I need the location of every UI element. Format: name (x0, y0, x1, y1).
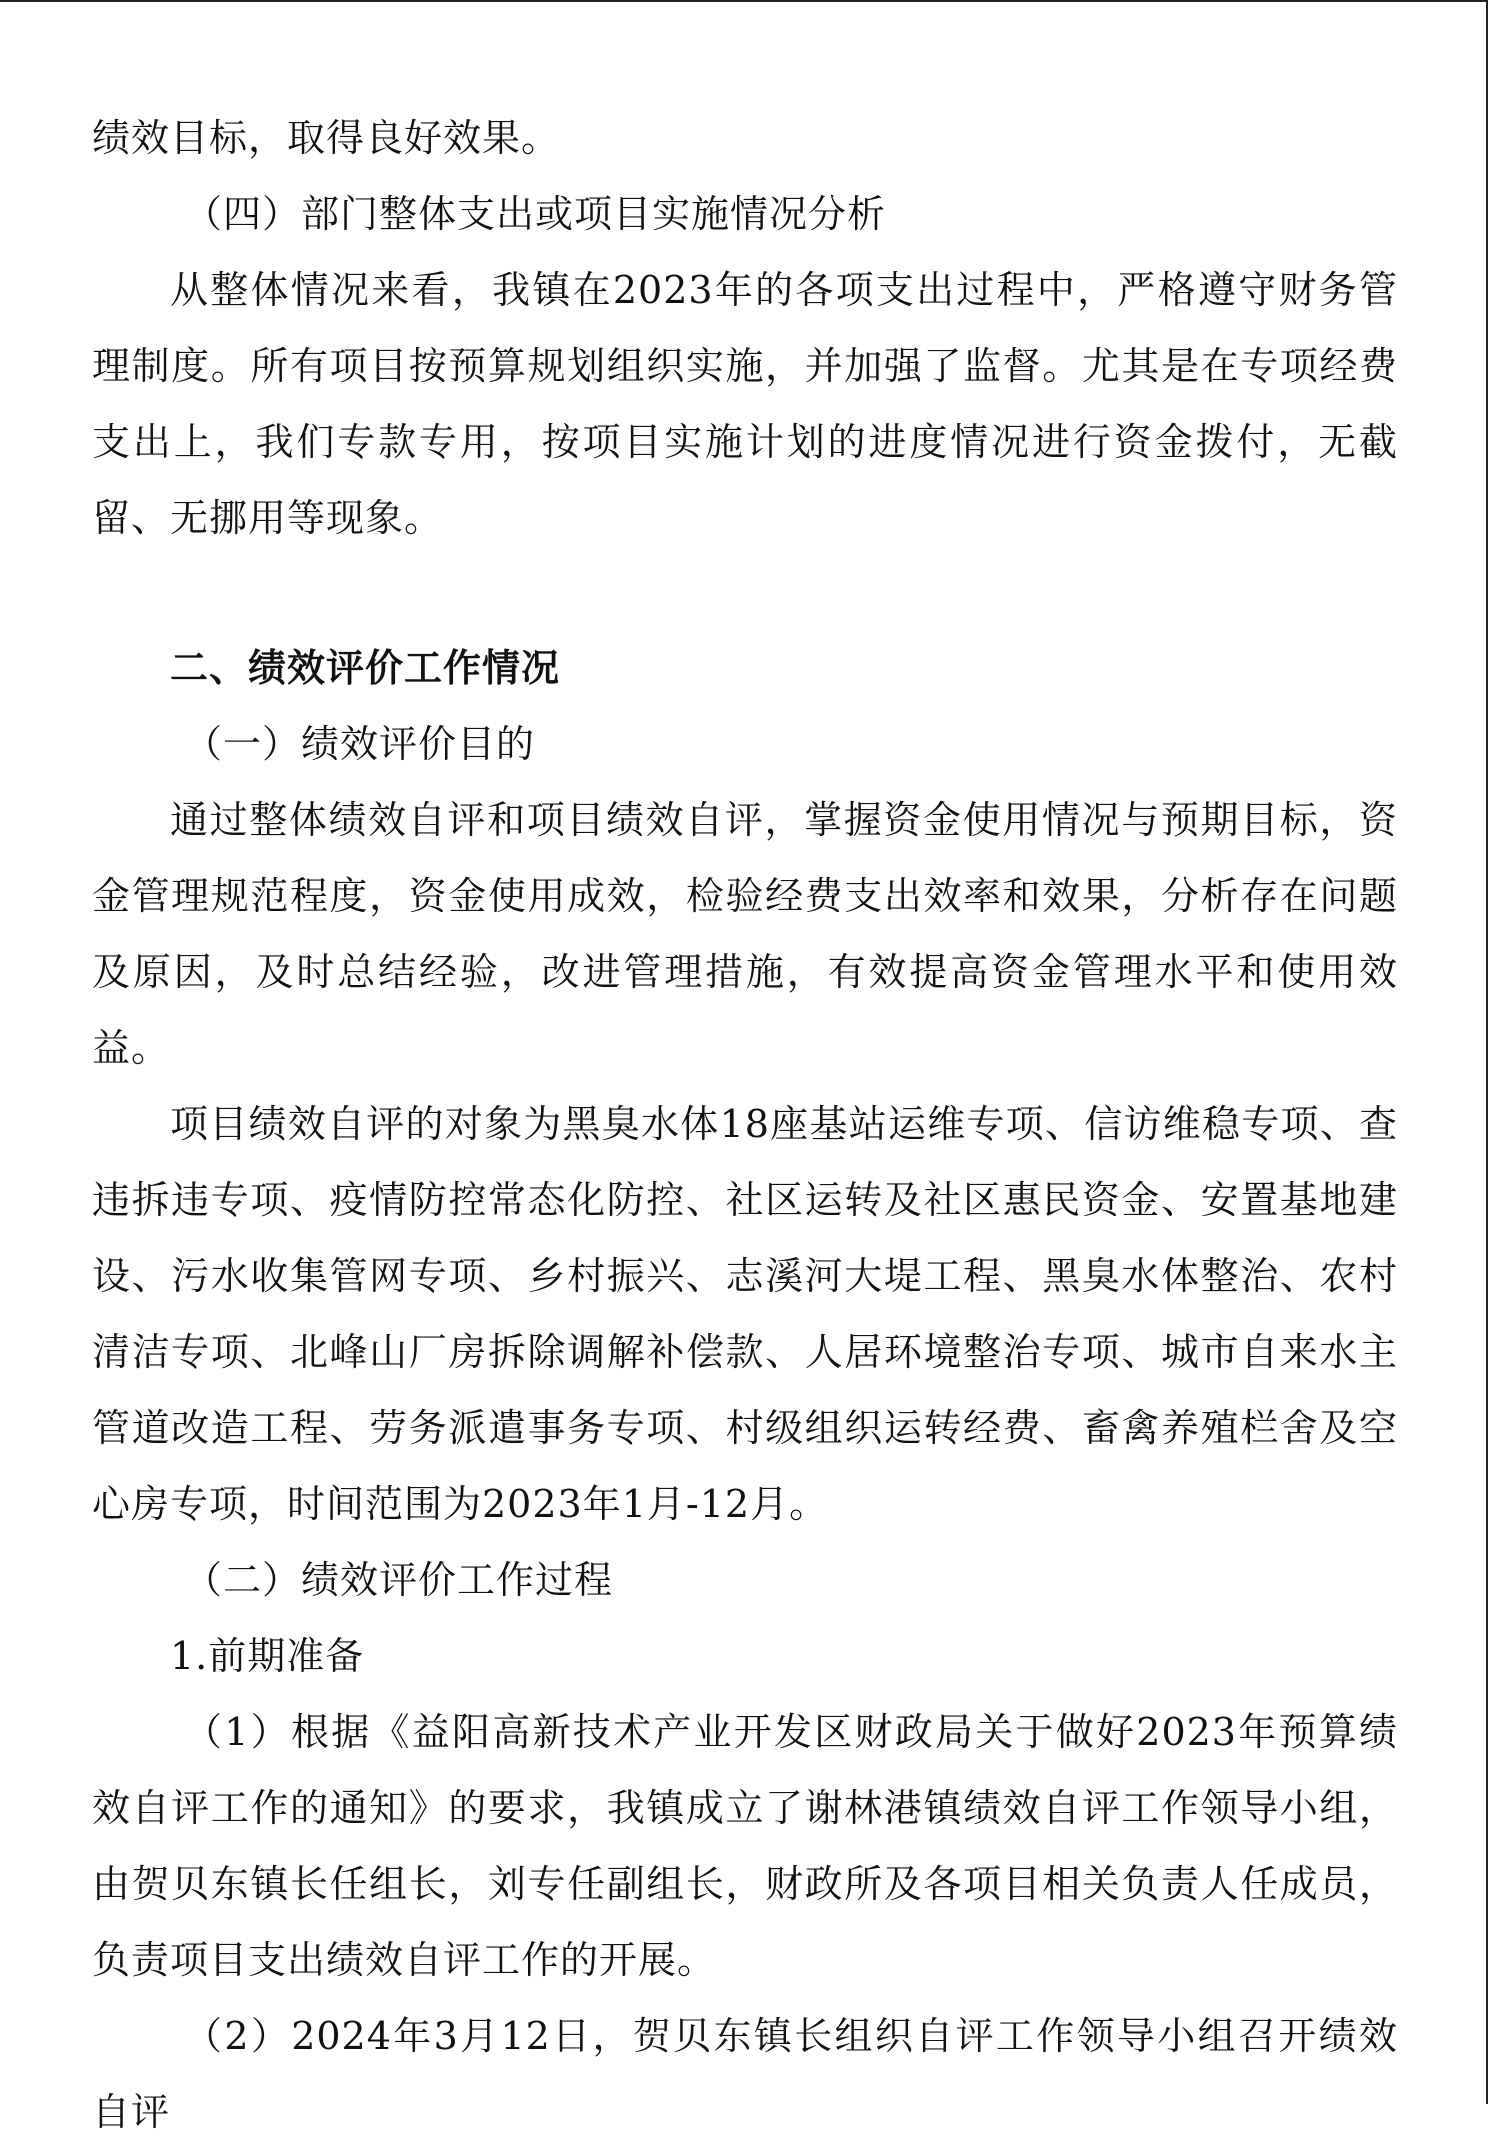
subsection-heading-1: （一）绩效评价目的 (184, 722, 536, 766)
item-heading-preparation: 1.前期准备 (170, 1634, 365, 1678)
paragraph-evaluation-purpose: 通过整体绩效自评和项目绩效自评，掌握资金使用情况与预期目标，资金管理规范程度，资金使用成效，检验经费支出效率和效果，分析存在问题及原因，及时总结经验，改进管理措施，有效提高资金管理水平和使用效益。 (92, 798, 1398, 1070)
section-gap (92, 556, 1398, 630)
paragraph-continuation: 绩效目标，取得良好效果。 (92, 116, 561, 160)
document-body (92, 100, 1398, 2150)
paragraph-overall-spending: 从整体情况来看，我镇在2023年的各项支出过程中，严格遵守财务管理制度。所有项目按预算规划组织实施，并加强了监督。尤其是在专项经费支出上，我们专款专用，按项目实施计划的进度情况进行资金拨付，无截留、无挪用等现象。 (92, 268, 1398, 540)
subsection-heading-4: （四）部门整体支出或项目实施情况分析 (184, 192, 887, 236)
section-heading-2: 二、绩效评价工作情况 (170, 646, 561, 690)
subsection-heading-2: （二）绩效评价工作过程 (184, 1558, 614, 1602)
paragraph-preparation-2: （2）2024年3月12日，贺贝东镇长组织自评工作领导小组召开绩效自评 (92, 2014, 1398, 2134)
page-edge-top (0, 0, 1488, 2)
paragraph-evaluation-objects: 项目绩效自评的对象为黑臭水体18座基站运维专项、信访维稳专项、查违拆违专项、疫情防控常态化防控、社区运转及社区惠民资金、安置基地建设、污水收集管网专项、乡村振兴、志溪河大堤工程、黑臭水体整治、农村清洁专项、北峰山厂房拆除调解补偿款、人居环境整治专项、城市自来水主管道改造工程、劳务派遣事务专项、村级组织运转经费、畜禽养殖栏舍及空心房专项，时间范围为2023年1月-12月。 (92, 1102, 1398, 1526)
paragraph-preparation-1: （1）根据《益阳高新技术产业开发区财政局关于做好2023年预算绩效自评工作的通知》的要求，我镇成立了谢林港镇绩效自评工作领导小组，由贺贝东镇长任组长，刘专任副组长，财政所及各项目相关负责人任成员，负责项目支出绩效自评工作的开展。 (92, 1710, 1398, 1982)
